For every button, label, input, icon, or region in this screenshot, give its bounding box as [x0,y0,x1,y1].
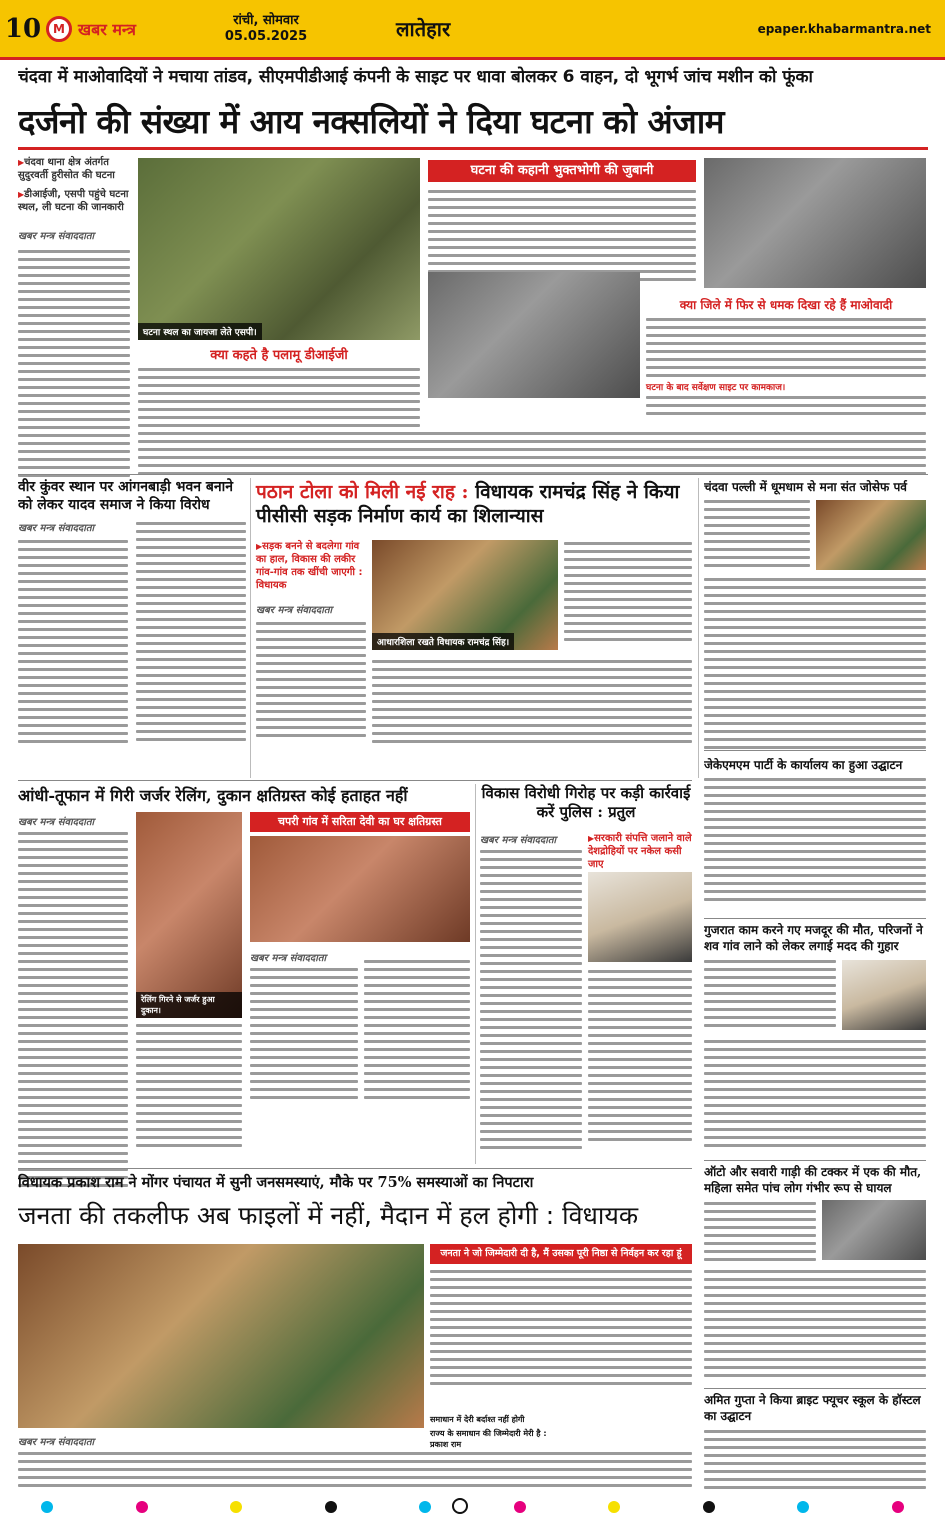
burnt-vehicles-photo [428,272,640,398]
divider [704,918,926,919]
print-registration-marks [0,1496,945,1517]
pathan-tola-text [256,622,366,737]
storm-headline: आंधी-तूफान में गिरी जर्जर रेलिंग, दुकान क्षतिग्रस्त कोई हताहत नहीं [18,786,408,805]
pratul-text [588,970,692,1141]
lead-headline: दर्जनो की संख्या में आय नक्सलियों ने दिया घटना को अंजाम [18,102,725,141]
joseph-text [704,578,926,749]
pratul-byline: खबर मन्त्र संवाददाता [480,835,557,846]
registration-dot [41,1501,53,1513]
lead-bullet: ▶ डीआईजी, एसपी पहुंचे घटना स्थल, ली घटना की जानकारी [18,188,130,214]
mongar-byline: खबर मन्त्र संवाददाता [18,1437,95,1448]
storm-byline: खबर मन्त्र संवाददाता [18,817,95,828]
divider [18,1168,692,1169]
anganbadi-text [136,522,246,741]
site-text [646,396,926,415]
divider [18,147,928,150]
storm-photo-caption: रेलिंग गिरने से जर्जर हुआ दुकान। [136,992,242,1018]
pratul-bullet: ▶ सरकारी संपत्ति जलाने वाले देशद्रोहियों पर नकेल कसी जाए [588,832,692,871]
house-text [250,968,358,1099]
joseph-text [704,500,810,567]
burnt-machine-photo [704,158,926,288]
registration-dot [703,1501,715,1513]
logo [46,16,196,42]
pathan-tola-headline-rest: विधायक रामचंद्र सिंह ने किया पीसीसी सड़क निर्माण कार्य का शिलान्यास [256,481,680,527]
joseph-photo [816,500,926,570]
storm-text [136,1024,242,1147]
lead-byline: खबर मन्त्र संवाददाता [18,231,95,242]
storm-photo [136,812,242,1018]
lead-bullet: ▶ चंदवा थाना क्षेत्र अंतर्गत सुदुरवर्ती हुरीसोत की घटना [18,156,130,182]
column-rule [475,784,476,1164]
divider [704,1388,926,1389]
issue-date: 05.05.2025 [224,28,308,44]
city-day: रांची, सोमवार [233,12,299,28]
crosshair-icon [452,1498,468,1514]
divider [704,750,926,751]
maoist-text [646,318,926,377]
house-damage-band: चपरी गांव में सरिता देवी का घर क्षतिग्रस्त [250,812,470,832]
registration-dot [325,1501,337,1513]
jmm-office-text [704,778,926,901]
lead-bullets [18,156,130,477]
mongar-quote-small: समाधान में देरी बर्दाश्त नहीं होगी [430,1415,525,1424]
column-rule [250,478,251,778]
website-link[interactable]: epaper.khabarmantra.net [757,21,931,36]
mongar-quote-small-2: राज्य के समाधान की जिम्मेदारी मेरी है : प्रकाश राम [430,1429,547,1449]
pathan-tola-text [372,660,692,743]
registration-dot [136,1501,148,1513]
site-caption: घटना के बाद सर्वेक्षण साइट पर कामकाज। [646,383,786,393]
divider [18,780,692,781]
mongar-quote-band: जनता ने जो जिम्मेदारी दी है, मैं उसका पूरी निष्ठा से निर्वहन कर रहा हूं [430,1244,692,1264]
accident-headline: ऑटो और सवारी गाड़ी की टक्कर में एक की मौत, महिला समेत पांच लोग गंभीर रूप से घायल [704,1165,922,1195]
mongar-headline: विधायक प्रकाश राम ने मोंगर पंचायत में सुनी जनसमस्याएं, मौके पर 75% समस्याओं का निपटारा [18,1174,534,1191]
paper-name: खबर मन्त्र [78,19,136,39]
accident-text [704,1202,816,1261]
pathan-tola-headline [256,480,692,528]
page-number: 10 [4,13,42,44]
divider [18,474,928,475]
lead-kicker: चंदवा में माओवादियों ने मचाया तांडव, सीएमपीडीआई कंपनी के साइट पर धावा बोलकर 6 वाहन, दो भूगर्भ जांच मशीन को फूंका [18,67,813,87]
accident-text [704,1270,926,1377]
anganbadi-text [18,540,128,743]
dig-text [138,368,420,427]
pathan-tola-headline-red: पठान टोला को मिली नई राह : [256,481,469,503]
mongar-text [430,1270,692,1385]
jmm-office-headline: जेकेएमएम पार्टी के कार्यालय का हुआ उद्घाटन [704,758,903,772]
mongar-deck: जनता की तकलीफ अब फाइलों में नहीं, मैदान में हल होगी : विधायक [18,1201,639,1230]
divider [704,1160,926,1161]
registration-dot [892,1501,904,1513]
school-text [704,1430,926,1489]
lead-body-text [18,250,130,477]
registration-dot [608,1501,620,1513]
column-rule [698,478,699,778]
gujarat-headline: गुजरात काम करने गए मजदूर की मौत, परिजनों ने शव गांव लाने को लेकर लगाई मदद की गुहार [704,923,923,953]
victim-story-text [428,190,696,281]
registration-dot [514,1501,526,1513]
pratul-photo [588,872,692,962]
gujarat-text [704,960,836,1027]
logo-icon: M [46,16,72,42]
victim-story-band: घटना की कहानी भुक्तभोगी की जुबानी [428,160,696,182]
house-byline: खबर मन्त्र संवाददाता [250,953,327,964]
school-headline: अमित गुप्ता ने किया ब्राइट फ्यूचर स्कूल के हॉस्टल का उद्घाटन [704,1393,921,1423]
mongar-text [18,1452,692,1487]
registration-dot [230,1501,242,1513]
gujarat-text [704,1040,926,1147]
pathan-tola-photo-caption: आधारशिला रखते विधायक रामचंद्र सिंह। [372,633,514,650]
anganbadi-headline: वीर कुंवर स्थान पर आंगनबाड़ी भवन बनाने को लेकर यादव समाज ने किया विरोध [18,479,234,513]
pratul-text [480,850,582,1149]
mongar-crowd-photo [18,1244,424,1428]
lead-continued-text [138,432,926,475]
gujarat-victim-photo [842,960,926,1030]
dateline [196,13,336,45]
masthead [0,0,945,60]
pratul-headline: विकास विरोधी गिरोह पर कड़ी कार्रवाई करें पुलिस : प्रतुल [481,784,691,821]
lead-photo-caption: घटना स्थल का जायजा लेते एसपी। [138,323,262,340]
lead-photo [138,158,420,340]
pathan-tola-photo [372,540,558,650]
anganbadi-byline: खबर मन्त्र संवाददाता [18,523,95,534]
house-text [364,960,470,1099]
joseph-headline: चंदवा पल्ली में धूमधाम से मना संत जोसेफ पर्व [704,480,907,494]
registration-dot [419,1501,431,1513]
pathan-tola-bullet: ▶ सड़क बनने से बदलेगा गांव का हाल, विकास की लकीर गांव-गांव तक खींची जाएगी : विधायक [256,540,366,592]
district-name: लातेहार [396,17,451,41]
house-damage-photo [250,836,470,942]
pathan-tola-byline: खबर मन्त्र संवाददाता [256,605,333,616]
dig-subhead: क्या कहते है पलामू डीआईजी [210,348,348,363]
registration-dot [797,1501,809,1513]
storm-text [18,832,128,1187]
accident-photo [822,1200,926,1260]
pathan-tola-text [564,542,692,641]
maoist-subhead: क्या जिले में फिर से धमक दिखा रहे हैं माओवादी [679,298,893,312]
